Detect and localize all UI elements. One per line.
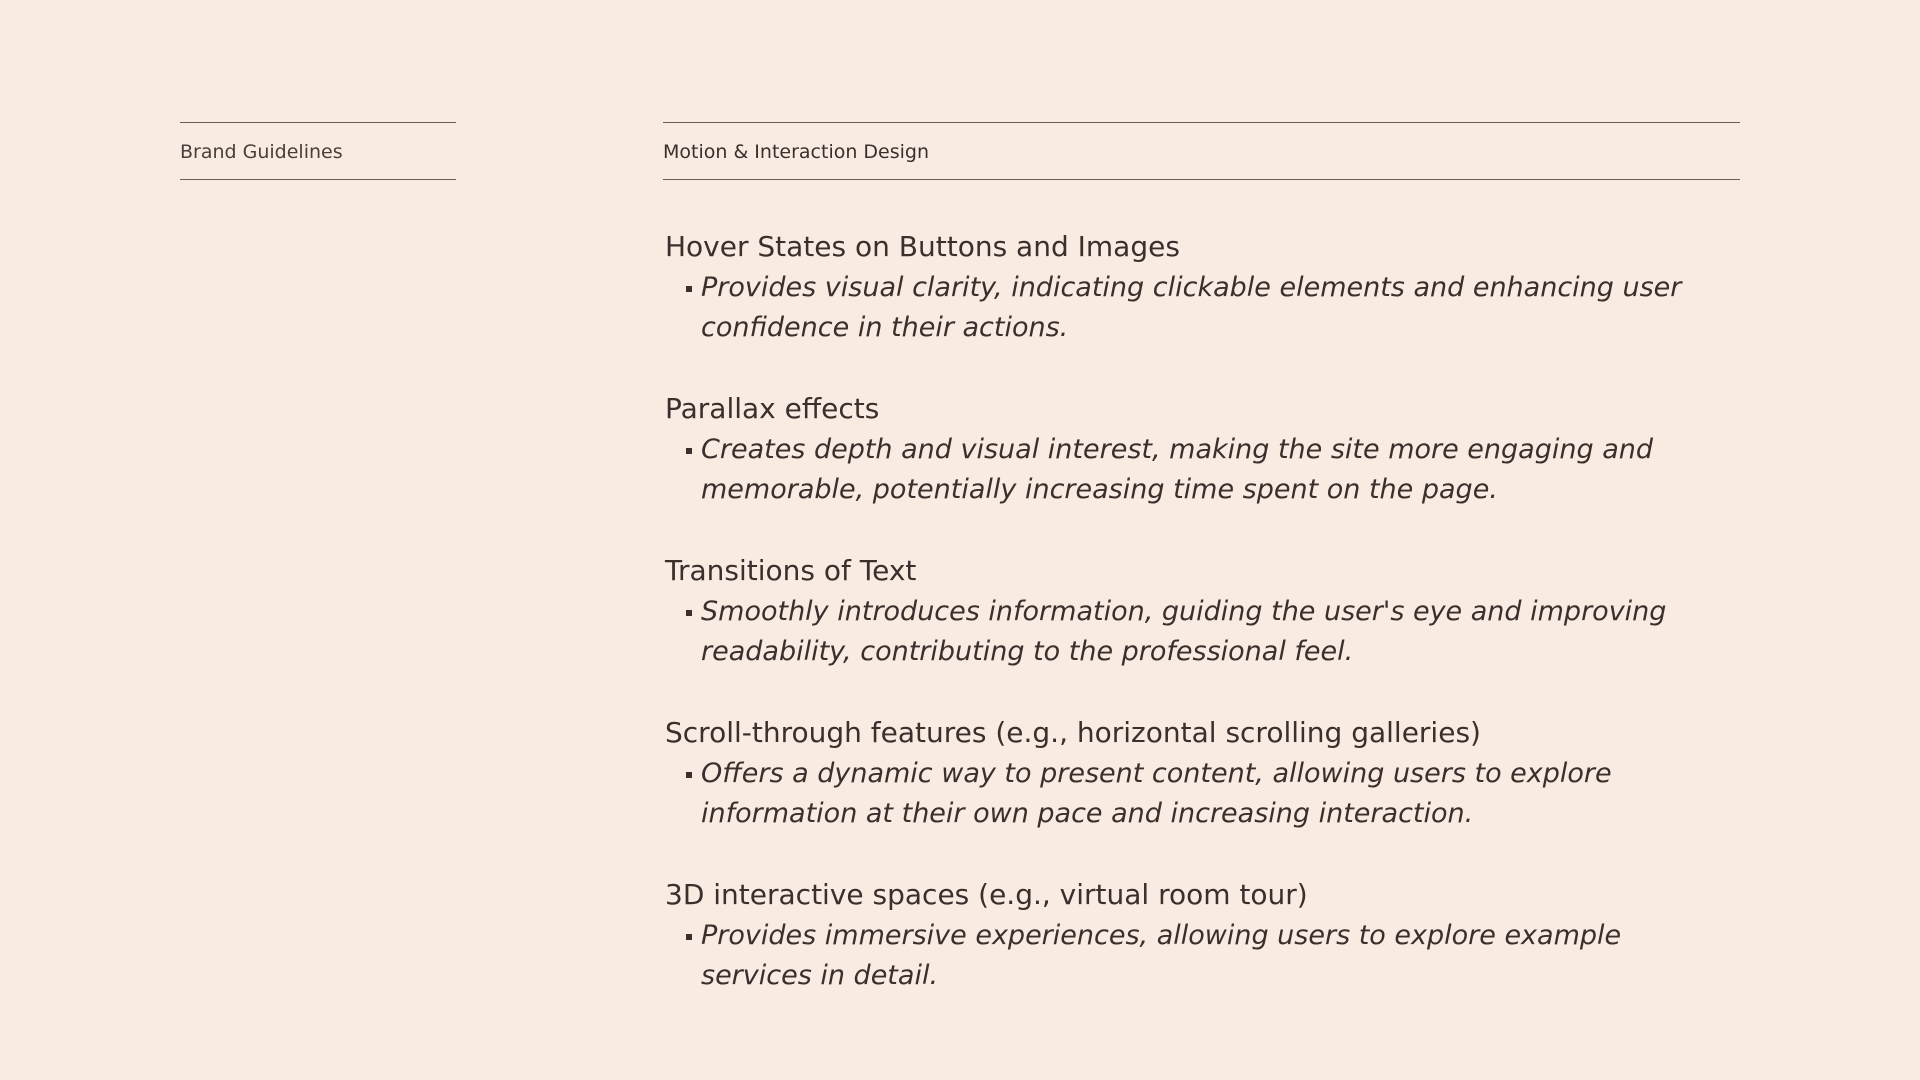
right-header-bottom-rule <box>663 179 1740 180</box>
bullet-item <box>665 592 1725 672</box>
bullet-text: Smoothly introduces information, guiding the user's eye and improving readability, contributing to the professional feel. <box>701 596 1667 667</box>
left-header-top-rule <box>180 122 456 123</box>
bullet-item <box>665 430 1725 510</box>
left-header <box>180 122 456 180</box>
right-header <box>663 122 1740 180</box>
section-hover-states <box>665 226 1725 348</box>
bullet-text: Provides immersive experiences, allowing users to explore example services in detail. <box>701 920 1622 991</box>
brand-guidelines-label: Brand Guidelines <box>180 141 343 163</box>
section-title: 3D interactive spaces (e.g., virtual room tour) <box>665 878 1308 911</box>
section-parallax-effects <box>665 388 1725 510</box>
section-scroll-through-features <box>665 712 1725 834</box>
bullet-item <box>665 754 1725 834</box>
bullet-square-icon <box>686 448 692 454</box>
bullet-square-icon <box>686 286 692 292</box>
bullet-text: Creates depth and visual interest, making the site more engaging and memorable, potentially increasing time spent on the page. <box>701 434 1653 505</box>
bullet-text: Offers a dynamic way to present content, allowing users to explore information at their own pace and increasing interaction. <box>701 758 1612 829</box>
content-list <box>665 226 1725 1036</box>
left-header-bottom-rule <box>180 179 456 180</box>
bullet-square-icon <box>686 772 692 778</box>
section-title: Hover States on Buttons and Images <box>665 230 1180 263</box>
right-header-top-rule <box>663 122 1740 123</box>
bullet-item <box>665 916 1725 996</box>
section-title: Transitions of Text <box>665 554 917 587</box>
section-3d-interactive-spaces <box>665 874 1725 996</box>
section-title: Parallax effects <box>665 392 880 425</box>
section-title: Scroll-through features (e.g., horizontal scrolling galleries) <box>665 716 1481 749</box>
bullet-square-icon <box>686 610 692 616</box>
section-topic-label: Motion & Interaction Design <box>663 141 930 163</box>
section-transitions-of-text <box>665 550 1725 672</box>
bullet-square-icon <box>686 934 692 940</box>
bullet-text: Provides visual clarity, indicating clickable elements and enhancing user confidence in their actions. <box>701 272 1682 343</box>
bullet-item <box>665 268 1725 348</box>
